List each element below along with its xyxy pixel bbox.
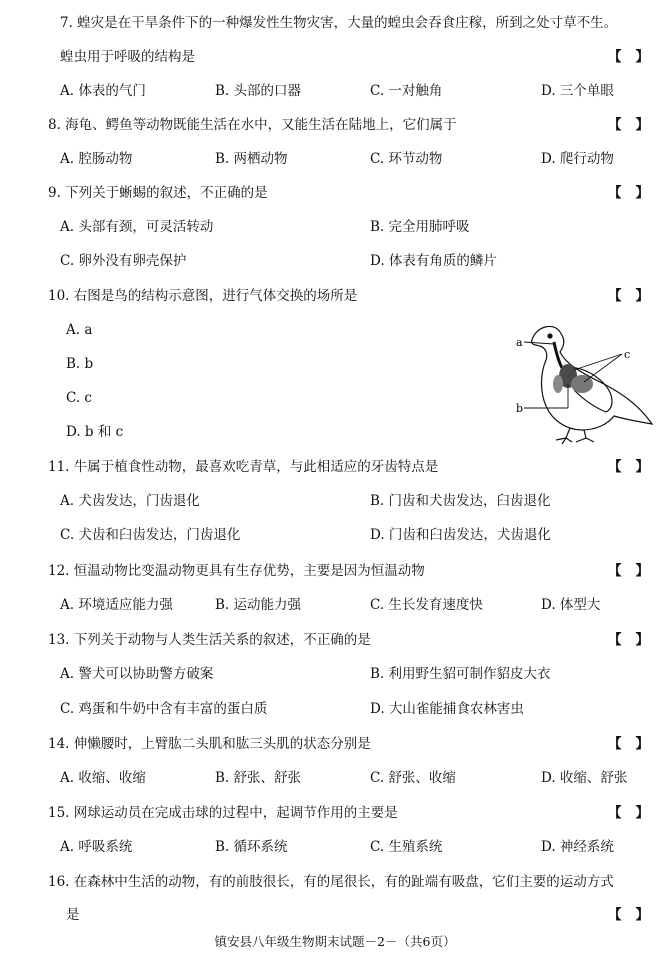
options-row bbox=[0, 216, 670, 238]
option-b: B. 完全用肺呼吸 bbox=[370, 219, 470, 235]
option-d: D. 体型大 bbox=[541, 597, 601, 613]
option-b: B. b bbox=[66, 356, 94, 372]
question-8 bbox=[0, 114, 670, 136]
answer-bracket: 【】 bbox=[608, 49, 663, 65]
options-row bbox=[0, 80, 670, 102]
option-a: A. 环境适应能力强 bbox=[60, 597, 173, 613]
question-stem: 13. 下列关于动物与人类生活关系的叙述，不正确的是 bbox=[48, 632, 371, 648]
question-11 bbox=[0, 456, 670, 478]
answer-bracket: 【】 bbox=[608, 805, 663, 821]
question-15 bbox=[0, 802, 670, 824]
label-c: c bbox=[624, 348, 631, 361]
option-a: A. 体表的气门 bbox=[60, 83, 146, 99]
option-b: B. 舒张、舒张 bbox=[215, 770, 302, 786]
question-stem: 9. 下列关于蜥蜴的叙述，不正确的是 bbox=[48, 185, 268, 201]
options-row bbox=[0, 250, 670, 272]
question-13 bbox=[0, 629, 670, 651]
option-a: A. 呼吸系统 bbox=[60, 839, 133, 855]
options-row bbox=[0, 836, 670, 858]
option-d: D. 体表有角质的鳞片 bbox=[370, 253, 497, 269]
answer-bracket: 【】 bbox=[608, 288, 663, 304]
option-d: D. 收缩、舒张 bbox=[541, 770, 628, 786]
answer-bracket: 【】 bbox=[608, 632, 663, 648]
option-c: C. c bbox=[66, 390, 92, 406]
question-stem-cont: 是 bbox=[66, 907, 80, 923]
option-b: B. 头部的口器 bbox=[215, 83, 302, 99]
option-b: B. 运动能力强 bbox=[215, 597, 302, 613]
question-stem: 7. 蝗灾是在干旱条件下的一种爆发性生物灾害，大量的蝗虫会吞食庄稼，所到之处寸草不生。 bbox=[60, 15, 618, 31]
question-14 bbox=[0, 733, 670, 755]
label-b: b bbox=[516, 402, 524, 415]
option-b: B. 两栖动物 bbox=[215, 151, 288, 167]
option-a: A. 头部有颈，可灵活转动 bbox=[60, 219, 214, 235]
question-stem: 8. 海龟、鳄鱼等动物既能生活在水中，又能生活在陆地上，它们属于 bbox=[48, 117, 457, 133]
option-a: A. 警犬可以协助警方破案 bbox=[60, 666, 214, 682]
options-row bbox=[0, 148, 670, 170]
answer-bracket: 【】 bbox=[608, 736, 663, 752]
options-row bbox=[0, 698, 670, 720]
label-a: a bbox=[516, 336, 523, 349]
question-16 bbox=[0, 871, 670, 893]
option-d: D. 大山雀能捕食农林害虫 bbox=[370, 701, 524, 717]
option-c: C. 鸡蛋和牛奶中含有丰富的蛋白质 bbox=[60, 701, 268, 717]
options-row bbox=[0, 490, 670, 512]
question-9 bbox=[0, 182, 670, 204]
answer-bracket: 【】 bbox=[608, 563, 663, 579]
question-7 bbox=[0, 12, 670, 34]
option-c: C. 一对触角 bbox=[370, 83, 443, 99]
question-stem-cont: 蝗虫用于呼吸的结构是 bbox=[60, 49, 195, 65]
question-stem: 11. 牛属于植食性动物，最喜欢吃青草，与此相适应的牙齿特点是 bbox=[48, 459, 439, 475]
question-stem: 15. 网球运动员在完成击球的过程中，起调节作用的主要是 bbox=[48, 805, 398, 821]
option-a: A. 犬齿发达，门齿退化 bbox=[60, 493, 200, 509]
bird-body-outline bbox=[532, 326, 652, 430]
question-12 bbox=[0, 560, 670, 582]
options-row bbox=[0, 767, 670, 789]
options-row bbox=[0, 663, 670, 685]
answer-bracket: 【】 bbox=[608, 185, 663, 201]
question-stem: 12. 恒温动物比变温动物更具有生存优势，主要是因为恒温动物 bbox=[48, 563, 425, 579]
answer-bracket: 【】 bbox=[608, 459, 663, 475]
question-stem: 14. 伸懒腰时，上臂肱二头肌和肱三头肌的状态分别是 bbox=[48, 736, 371, 752]
answer-bracket: 【】 bbox=[608, 907, 663, 923]
option-c: C. 犬齿和臼齿发达，门齿退化 bbox=[60, 527, 241, 543]
question-stem: 16. 在森林中生活的动物，有的前肢很长，有的尾很长，有的趾端有吸盘，它们主要的运动方式 bbox=[48, 874, 614, 890]
option-d: D. 神经系统 bbox=[541, 839, 614, 855]
option-a: A. 收缩、收缩 bbox=[60, 770, 146, 786]
option-b: B. 利用野生貂可制作貂皮大衣 bbox=[370, 666, 551, 682]
option-d: D. 三个单眼 bbox=[541, 83, 614, 99]
options-row bbox=[0, 594, 670, 616]
option-d: D. 爬行动物 bbox=[541, 151, 614, 167]
option-b: B. 门齿和犬齿发达，臼齿退化 bbox=[370, 493, 551, 509]
question-10 bbox=[0, 285, 670, 307]
question-stem: 10. 右图是鸟的结构示意图，进行气体交换的场所是 bbox=[48, 288, 358, 304]
option-d: D. b 和 c bbox=[66, 424, 124, 440]
option-d: D. 门齿和臼齿发达，犬齿退化 bbox=[370, 527, 551, 543]
option-b: B. 循环系统 bbox=[215, 839, 288, 855]
answer-bracket: 【】 bbox=[608, 117, 663, 133]
option-a: A. a bbox=[66, 322, 93, 338]
option-c: C. 生殖系统 bbox=[370, 839, 443, 855]
option-a: A. 腔肠动物 bbox=[60, 151, 133, 167]
option-c: C. 生长发育速度快 bbox=[370, 597, 483, 613]
option-c: C. 卵外没有卵壳保护 bbox=[60, 253, 187, 269]
options-row bbox=[0, 524, 670, 546]
bird-structure-diagram bbox=[510, 312, 660, 447]
option-c: C. 环节动物 bbox=[370, 151, 443, 167]
page-footer: 镇安县八年级生物期末试题－2－（共6页） bbox=[214, 934, 456, 949]
option-c: C. 舒张、收缩 bbox=[370, 770, 456, 786]
